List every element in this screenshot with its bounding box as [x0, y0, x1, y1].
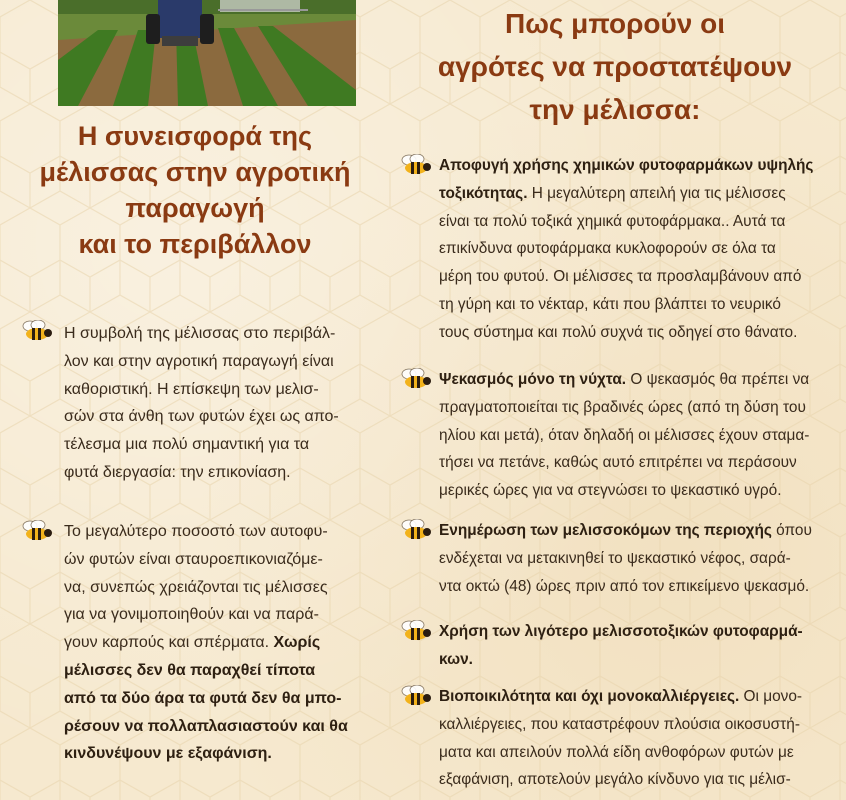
- text-segment: μερικές ώρες για να στεγνώσει το ψεκαστικό υγρό.: [439, 482, 782, 500]
- text-segment: όπου: [771, 522, 812, 539]
- text-segment: ενδέχεται να μετακινηθεί το ψεκαστικό νέφος, σαρά-: [439, 549, 791, 567]
- left-title: [30, 118, 360, 262]
- text-segment: Ο ψεκασμός θα πρέπει να: [626, 371, 810, 388]
- right-item-3: [439, 517, 835, 600]
- text-segment: τη γύρη και το νέκταρ, κάτι που βλάπτει το νευρικό: [439, 295, 781, 313]
- text-line: [439, 208, 835, 236]
- right-title-line: Πως μπορούν οι: [504, 8, 726, 39]
- right-item-5: [439, 683, 835, 794]
- left-title-line: παραγωγή: [125, 193, 265, 223]
- text-line: [439, 263, 835, 291]
- text-line: [439, 180, 835, 208]
- bold-text: Ψεκασμός μόνο τη νύχτα.: [439, 371, 627, 388]
- text-line: [439, 545, 835, 573]
- right-item-2: [439, 366, 835, 505]
- tractor-field-photo: [58, 0, 356, 106]
- text-line: να, συνεπώς χρειάζονται τις μέλισσες: [64, 578, 328, 596]
- right-title: [395, 2, 835, 131]
- bee-icon: [399, 519, 433, 541]
- text-line: [64, 657, 374, 685]
- text-segment: Οι μονο-: [739, 688, 803, 705]
- left-paragraph-1: [64, 320, 374, 487]
- text-segment: γουν καρπούς και σπέρματα.: [64, 634, 270, 652]
- bold-text: από τα δύο άρα τα φυτά δεν θα μπο-: [64, 689, 342, 707]
- text-line: καθοριστική. Η επίσκεψη των μελισ-: [64, 380, 319, 398]
- bold-text: Βιοποικιλότητα και όχι μονοκαλλιέργειες.: [439, 688, 740, 705]
- text-segment: καλλιέργειες, που καταστρέφουν πλούσια οικοσυστή-: [439, 715, 800, 733]
- text-line: [64, 629, 374, 657]
- text-segment: ηλίου και μετά), όταν δηλαδή οι μέλισσες έχουν σταμα-: [439, 426, 810, 444]
- text-segment: μέρη του φυτού. Οι μέλισσες τα προσλαμβάνουν από: [439, 268, 802, 286]
- text-line: [64, 713, 374, 741]
- bee-icon: [20, 320, 54, 342]
- bold-text: τοξικότητας.: [439, 184, 528, 202]
- text-line: σών στα άνθη των φυτών έχει ως απο-: [64, 408, 339, 426]
- text-line: [439, 422, 835, 450]
- bold-text: Ενημέρωση των μελισσοκόμων της περιοχής: [439, 522, 772, 539]
- text-line: Η συμβολή της μέλισσας στο περιβάλ-: [64, 325, 336, 342]
- text-line: [439, 646, 835, 674]
- bold-text: Χρήση των λιγότερο μελισσοτοξικών φυτοφαρμά-: [439, 623, 803, 640]
- text-line: [64, 740, 374, 768]
- text-line: [64, 685, 374, 713]
- text-segment: είναι τα πολύ τοξικά χημικά φυτοφάρμακα.. Αυτά τα: [439, 212, 786, 230]
- right-item-4: [439, 618, 835, 674]
- bee-icon: [20, 520, 54, 542]
- text-line: φυτά διεργασία: την επικονίαση.: [64, 463, 291, 481]
- left-title-line: μέλισσας στην αγροτική: [39, 157, 351, 187]
- bee-icon: [399, 368, 433, 390]
- text-segment: ματα και απειλούν πολλά είδη ανθοφόρων φυτών με: [439, 743, 794, 761]
- left-column: [0, 0, 380, 800]
- text-segment: Η μεγαλύτερη απειλή για τις μέλισσες: [527, 184, 786, 202]
- bold-text: κινδυνέψουν με εξαφάνιση.: [64, 745, 272, 763]
- text-line: [439, 319, 835, 347]
- text-line: [439, 152, 835, 180]
- right-column: [395, 0, 835, 800]
- left-title-line: Η συνεισφορά της: [77, 121, 313, 151]
- left-title-line: και το περιβάλλον: [78, 229, 312, 259]
- text-line: [439, 739, 835, 767]
- text-segment: πραγματοποιείται τις βραδινές ώρες (από τη δύση του: [439, 398, 806, 416]
- text-line: [439, 291, 835, 319]
- text-line: Το μεγαλύτερο ποσοστό των αυτοφυ-: [64, 523, 328, 540]
- text-line: λον και στην αγροτική παραγωγή είναι: [64, 352, 334, 370]
- bee-icon: [399, 685, 433, 707]
- bold-text: ρέσουν να πολλαπλασιαστούν και θα: [64, 717, 348, 735]
- right-title-line: αγρότες να προστατέψουν: [437, 51, 793, 82]
- bold-text: κων.: [439, 650, 473, 668]
- left-paragraph-2: [64, 518, 374, 768]
- text-segment: επικίνδυνα φυτοφάρμακα κυκλοφορούν σε όλα τα: [439, 240, 776, 258]
- text-line: [439, 618, 835, 646]
- text-line: [439, 573, 835, 601]
- bold-text: Αποφυγή χρήσης χημικών φυτοφαρμάκων υψηλής: [439, 157, 814, 174]
- text-line: [439, 711, 835, 739]
- text-line: [439, 683, 835, 711]
- bee-icon: [399, 620, 433, 642]
- text-line: [439, 766, 835, 794]
- bee-icon: [399, 154, 433, 176]
- right-item-1: [439, 152, 835, 347]
- text-segment: τήσει να πετάνε, καθώς αυτό επιτρέπει να περάσουν: [439, 454, 797, 472]
- text-segment: ντα οκτώ (48) ώρες πριν από τον επικείμενο ψεκασμό.: [439, 577, 810, 595]
- text-line: [439, 477, 835, 505]
- text-line: [439, 235, 835, 263]
- text-line: [439, 517, 835, 545]
- text-line: [439, 394, 835, 422]
- text-line: για να γονιμοποιηθούν και να παρά-: [64, 606, 319, 624]
- text-segment: εξαφάνιση, αποτελούν μεγάλο κίνδυνο για τις μέλισ-: [439, 771, 791, 789]
- text-segment: τους σύστημα και πολύ συχνά τις οδηγεί στο θάνατο.: [439, 323, 798, 341]
- bold-text: Χωρίς: [269, 634, 321, 652]
- right-title-line: την μέλισσα:: [529, 94, 701, 125]
- text-line: ών φυτών είναι σταυροεπικονιαζόμε-: [64, 550, 323, 568]
- bold-text: μέλισσες δεν θα παραχθεί τίποτα: [64, 661, 316, 679]
- text-line: [439, 449, 835, 477]
- text-line: [439, 366, 835, 394]
- text-line: τέλεσμα μια πολύ σημαντική για τα: [64, 436, 310, 454]
